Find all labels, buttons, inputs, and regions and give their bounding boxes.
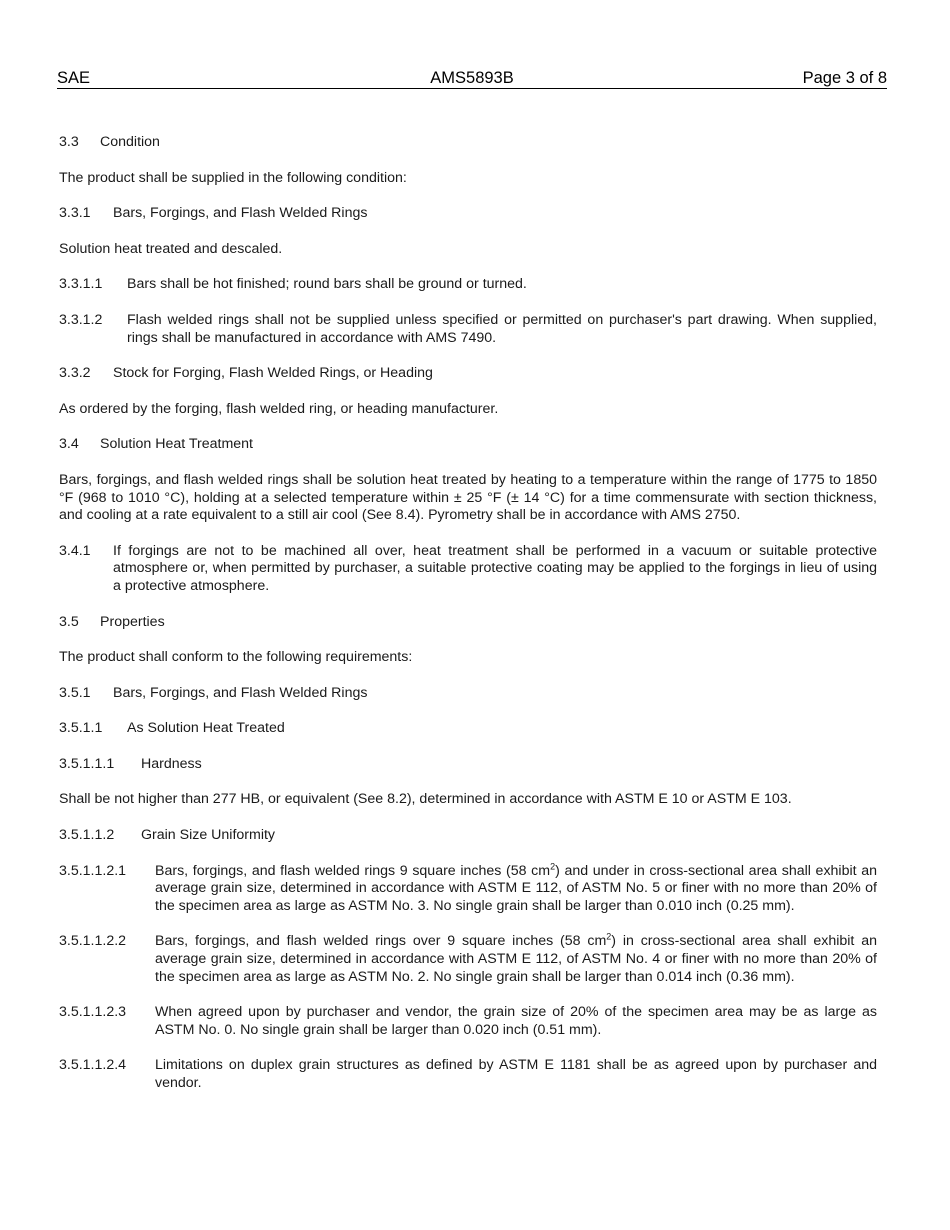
section-number: 3.5.1.1.2.3	[59, 1004, 127, 1021]
numbered-paragraph	[59, 933, 877, 986]
section-number: 3.3.1	[59, 205, 91, 222]
paragraph-text: When agreed upon by purchaser and vendor, the grain size of 20% of the specimen area may be as large as ASTM No. 0. No single grain shall be larger than 0.020 inch (0.51 mm).	[155, 1004, 877, 1038]
numbered-paragraph	[59, 1057, 877, 1092]
paragraph-text	[155, 860, 877, 916]
section-number: 3.3.2	[59, 365, 91, 382]
document-body	[59, 134, 877, 1111]
section-title: Properties	[100, 613, 165, 630]
numbered-paragraph	[59, 1004, 877, 1039]
paragraph-text: Bars shall be hot finished; round bars shall be ground or turned.	[127, 276, 527, 293]
section-title: Grain Size Uniformity	[141, 827, 276, 844]
section-number: 3.5.1.1.2.1	[59, 862, 127, 879]
paragraph-text: Flash welded rings shall not be supplied unless specified or permitted on purchaser's part drawing. When supplied, rings shall be manufactured in accordance with AMS 7490.	[127, 311, 877, 346]
section-heading	[59, 720, 877, 738]
section-heading	[59, 685, 877, 703]
paragraph: Bars, forgings, and flash welded rings shall be solution heat treated by heating to a temperature within the range of 1775 to 1850 °F (968 to 1010 °C), holding at a selected temperature within ± 25 °F (± 14 °C) for a time commensurate with section thickness, and cooling at a rate equivalent to a still air cool (See 8.4). Pyrometry shall be in accordance with AMS 2750.	[59, 471, 877, 524]
numbered-paragraph	[59, 276, 877, 294]
section-number: 3.5.1.1.2.2	[59, 933, 127, 950]
paragraph-text-part: Bars, forgings, and flash welded rings over 9 square inches (58 cm	[155, 933, 607, 950]
section-title: Stock for Forging, Flash Welded Rings, or Heading	[113, 365, 433, 382]
paragraph-text-part: ) in cross-sectional area shall exhibit an average grain size, determined in accordance with ASTM E 112, of ASTM No. 4 or finer with no more than 20% of the specimen area as large as ASTM No. 2. No single grain shall be larger than 0.014 inch (0.36 mm).	[155, 933, 877, 985]
section-number: 3.5.1.1	[59, 720, 103, 737]
paragraph: The product shall be supplied in the following condition:	[59, 169, 407, 186]
superscript: 2	[606, 931, 612, 942]
paragraph-text-part: ) and under in cross-sectional area shall exhibit an average grain size, determined in accordance with ASTM E 112, of ASTM No. 5 or finer with no more than 20% of the specimen area as large as ASTM No. 3. No single grain shall be larger than 0.010 inch (0.25 mm).	[155, 862, 877, 914]
section-heading	[59, 436, 877, 454]
section-number: 3.5.1	[59, 684, 91, 701]
section-heading	[59, 756, 877, 774]
paragraph: As ordered by the forging, flash welded ring, or heading manufacturer.	[59, 400, 499, 417]
paragraph: The product shall conform to the following requirements:	[59, 649, 413, 666]
section-number: 3.3	[59, 134, 79, 150]
section-heading	[59, 205, 877, 223]
section-title: Bars, Forgings, and Flash Welded Rings	[113, 684, 368, 701]
paragraph-text: If forgings are not to be machined all over, heat treatment shall be performed in a vacuum or suitable protective atmosphere or, when permitted by purchaser, a suitable protective coating may be applied to the forgings in lieu of using a protective atmosphere.	[113, 542, 877, 594]
superscript: 2	[550, 860, 556, 871]
section-number: 3.5	[59, 613, 79, 630]
paragraph-text: Limitations on duplex grain structures as defined by ASTM E 1181 shall be as agreed upon by purchaser and vendor.	[155, 1057, 877, 1091]
numbered-paragraph	[59, 860, 877, 916]
section-title: Condition	[100, 134, 160, 150]
section-title: Solution Heat Treatment	[100, 436, 253, 453]
numbered-paragraph	[59, 543, 877, 596]
section-number: 3.3.1.2	[59, 311, 103, 328]
section-number: 3.3.1.1	[59, 276, 103, 293]
section-title: Hardness	[141, 755, 202, 772]
section-title: As Solution Heat Treated	[127, 720, 285, 737]
section-number: 3.4	[59, 436, 79, 453]
paragraph-text	[155, 933, 877, 986]
section-heading	[59, 365, 877, 383]
section-number: 3.4.1	[59, 542, 91, 559]
numbered-paragraph	[59, 312, 877, 347]
section-number: 3.5.1.1.2.4	[59, 1057, 127, 1074]
paragraph: Solution heat treated and descaled.	[59, 240, 283, 257]
section-heading	[59, 134, 877, 152]
paragraph: Shall be not higher than 277 HB, or equivalent (See 8.2), determined in accordance with ASTM E 10 or ASTM E 103.	[59, 791, 792, 808]
section-title: Bars, Forgings, and Flash Welded Rings	[113, 205, 368, 222]
section-heading	[59, 827, 877, 845]
header-doc-number: AMS5893B	[430, 69, 514, 87]
section-number: 3.5.1.1.1	[59, 755, 115, 772]
paragraph-text-part: Bars, forgings, and flash welded rings 9 square inches (58 cm	[155, 862, 551, 879]
header-org: SAE	[57, 69, 91, 87]
page-header	[57, 68, 887, 89]
section-number: 3.5.1.1.2	[59, 827, 115, 844]
section-heading	[59, 614, 877, 632]
header-page-number: Page 3 of 8	[802, 69, 887, 87]
